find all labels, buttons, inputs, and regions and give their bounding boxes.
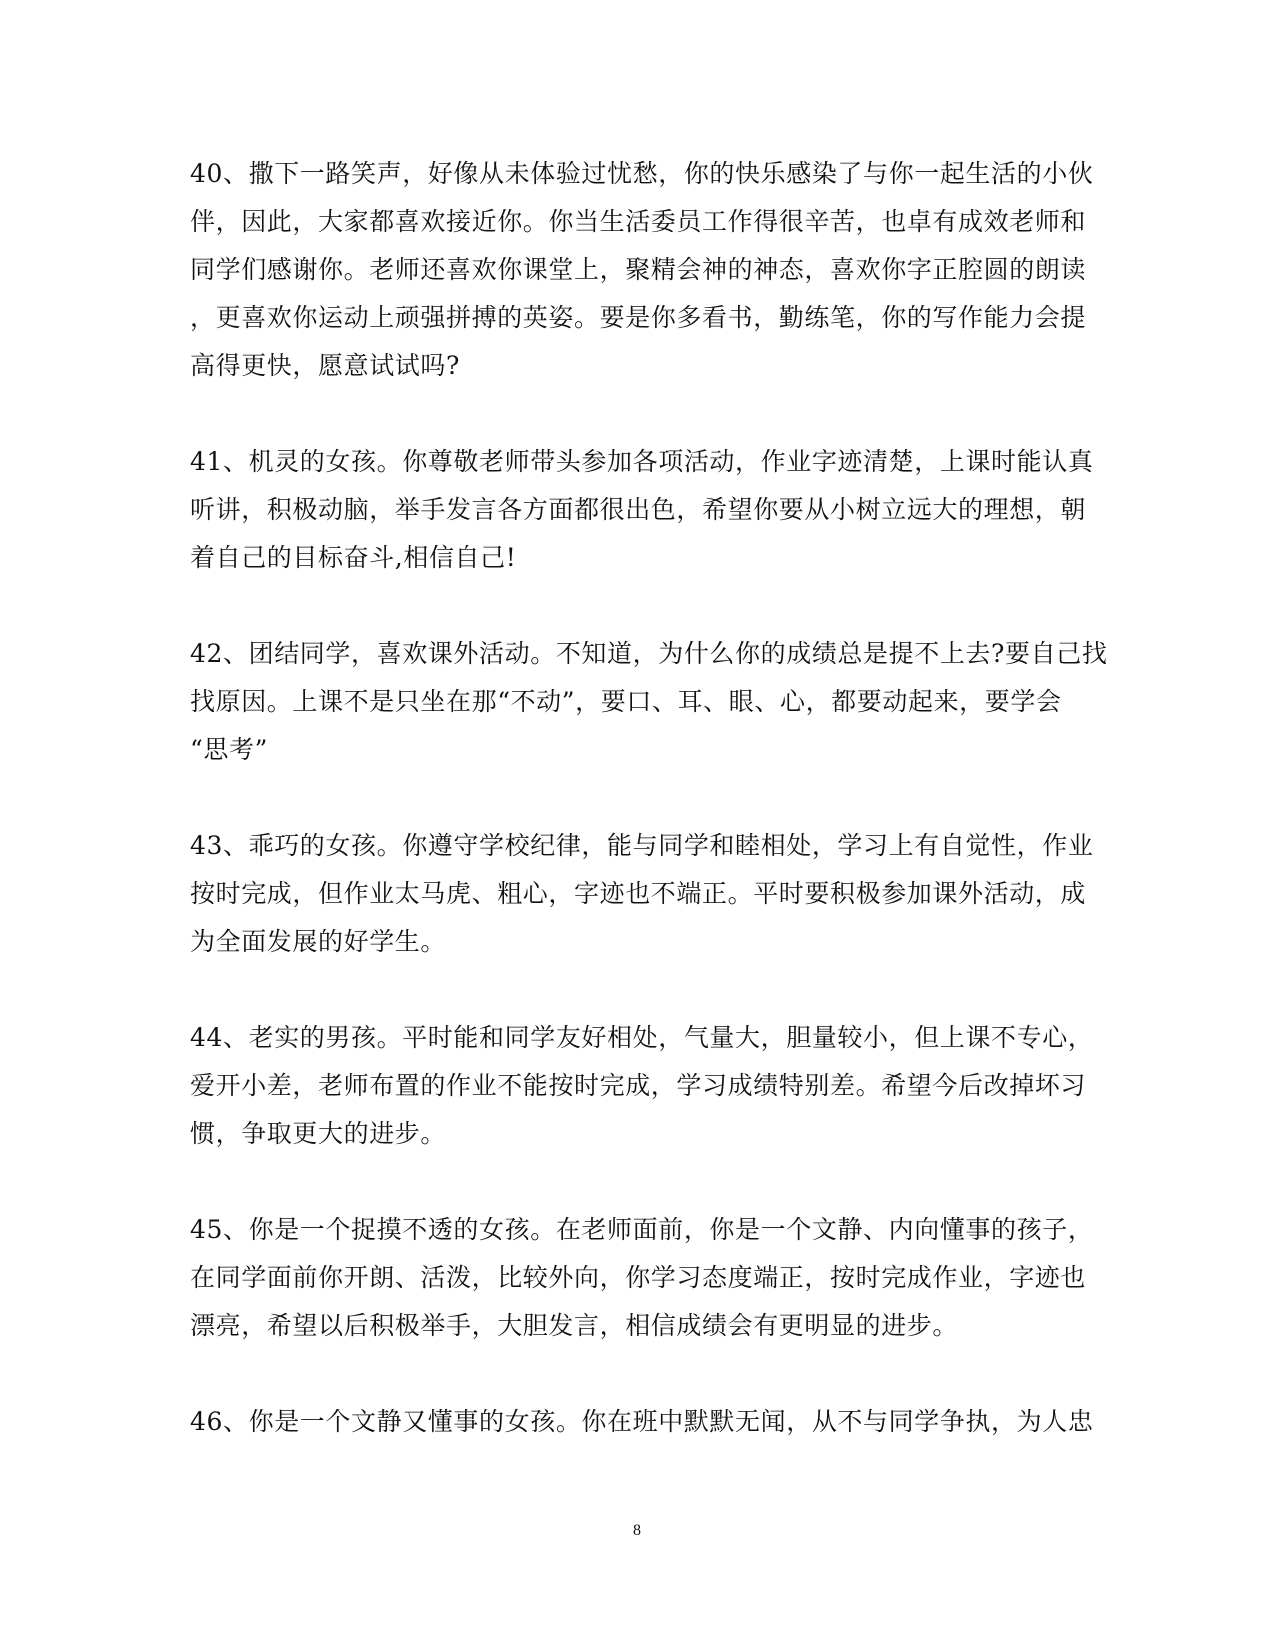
text-line: 46、你是一个文静又懂事的女孩。你在班中默默无闻，从不与同学争执，为人忠: [190, 1407, 1094, 1436]
paragraph-42: [190, 630, 1108, 774]
paragraph-spacer: [190, 1158, 1070, 1206]
text-line: ，更喜欢你运动上顽强拼搏的英姿。要是你多看书，勤练笔，你的写作能力会提: [190, 303, 1087, 332]
text-line: 漂亮，希望以后积极举手，大胆发言，相信成绩会有更明显的进步。: [190, 1311, 959, 1340]
text-line: 按时完成，但作业太马虎、粗心，字迹也不端正。平时要积极参加课外活动，成: [190, 879, 1087, 908]
paragraph-41: [190, 438, 1094, 582]
text-line: 在同学面前你开朗、活泼，比较外向，你学习态度端正，按时完成作业，字迹也: [190, 1263, 1087, 1292]
text-line: 43、乖巧的女孩。你遵守学校纪律，能与同学和睦相处，学习上有自觉性，作业: [190, 831, 1094, 860]
text-line: 伴，因此，大家都喜欢接近你。你当生活委员工作得很辛苦，也卓有成效老师和: [190, 207, 1087, 236]
paragraph-spacer: [190, 1350, 1070, 1398]
text-line: 听讲，积极动脑，举手发言各方面都很出色，希望你要从小树立远大的理想，朝: [190, 495, 1087, 524]
page-number: 8: [633, 1522, 641, 1539]
paragraph-spacer: [190, 390, 1070, 438]
paragraph-spacer: [190, 582, 1070, 630]
paragraph-46: [190, 1398, 1094, 1446]
text-line: 爱开小差，老师布置的作业不能按时完成，学习成绩特别差。希望今后改掉坏习: [190, 1071, 1087, 1100]
text-line: 44、老实的男孩。平时能和同学友好相处，气量大，胆量较小，但上课不专心，: [190, 1023, 1094, 1052]
text-line: 为全面发展的好学生。: [190, 927, 447, 956]
text-line: 同学们感谢你。老师还喜欢你课堂上，聚精会神的神态，喜欢你字正腔圆的朗读: [190, 255, 1087, 284]
paragraph-40: [190, 150, 1094, 390]
paragraph-45: [190, 1206, 1094, 1350]
text-line: 找原因。上课不是只坐在那“不动”，要口、耳、眼、心，都要动起来，要学会: [190, 687, 1062, 716]
text-line: 42、团结同学，喜欢课外活动。不知道，为什么你的成绩总是提不上去?要自己找: [190, 639, 1108, 668]
paragraph-43: [190, 822, 1094, 966]
text-line: 着自己的目标奋斗,相信自己!: [190, 543, 517, 572]
text-line: 41、机灵的女孩。你尊敬老师带头参加各项活动，作业字迹清楚，上课时能认真: [190, 447, 1094, 476]
paragraph-44: [190, 1014, 1094, 1158]
text-line: 高得更快，愿意试试吗?: [190, 351, 461, 380]
paragraph-spacer: [190, 774, 1070, 822]
paragraph-spacer: [190, 966, 1070, 1014]
document-body: [190, 150, 1108, 1446]
text-line: 惯，争取更大的进步。: [190, 1119, 447, 1148]
text-line: 40、撒下一路笑声，好像从未体验过忧愁，你的快乐感染了与你一起生活的小伙: [190, 159, 1094, 188]
text-line: 45、你是一个捉摸不透的女孩。在老师面前，你是一个文静、内向懂事的孩子，: [190, 1215, 1094, 1244]
text-line: “思考”: [190, 735, 268, 764]
